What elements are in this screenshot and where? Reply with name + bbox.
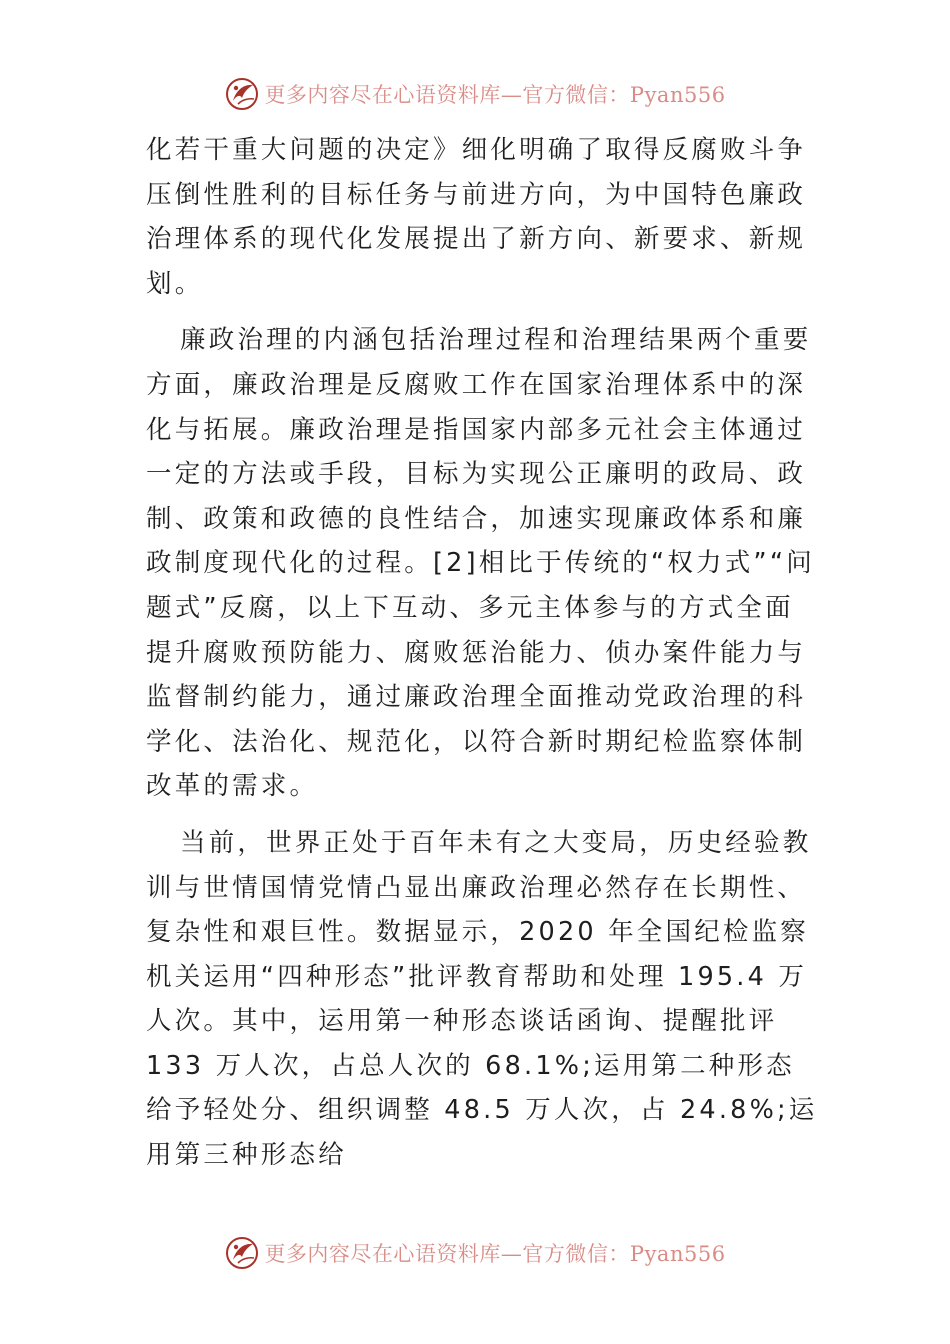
body-text <box>146 128 818 1178</box>
header-text: 更多内容尽在心语资料库—官方微信：Pyan556 <box>264 83 726 107</box>
footer-text: 更多内容尽在心语资料库—官方微信：Pyan556 <box>264 1242 726 1266</box>
paragraph-2: 廉政治理的内涵包括治理过程和治理结果两个重要方面，廉政治理是反腐败工作在国家治理体系中的深化与拓展。廉政治理是指国家内部多元社会主体通过一定的方法或手段，目标为实现公正廉明的政局、政制、政策和政德的良性结合，加速实现廉政体系和廉政制度现代化的过程。[2]相比于传统的“权力式”“问题式”反腐，以上下互动、多元主体参与的方式全面提升腐败预防能力、腐败惩治能力、侦办案件能力与监督制约能力，通过廉政治理全面推动党政治理的科学化、法治化、规范化，以符合新时期纪检监察体制改革的需求。 <box>146 325 815 802</box>
paragraph-1: 化若干重大问题的决定》细化明确了取得反腐败斗争压倒性胜利的目标任务与前进方向，为中国特色廉政治理体系的现代化发展提出了新方向、新要求、新规划。 <box>146 135 807 299</box>
header-banner <box>0 74 950 114</box>
library-logo-icon <box>224 1235 260 1271</box>
paragraph-3: 当前，世界正处于百年未有之大变局，历史经验教训与世情国情党情凸显出廉政治理必然存在长期性、复杂性和艰巨性。数据显示，2020 年全国纪检监察机关运用“四种形态”批评教育帮助和处理 195.4 万人次。其中，运用第一种形态谈话函询、提醒批评 133 万人次，占总人次的 68.1%;运用第二种形态给予轻处分、组织调整 48.5 万人次，占 24.8%;运用第三种形态给 <box>146 827 818 1171</box>
footer-banner <box>0 1233 950 1273</box>
library-logo-icon <box>224 76 260 112</box>
